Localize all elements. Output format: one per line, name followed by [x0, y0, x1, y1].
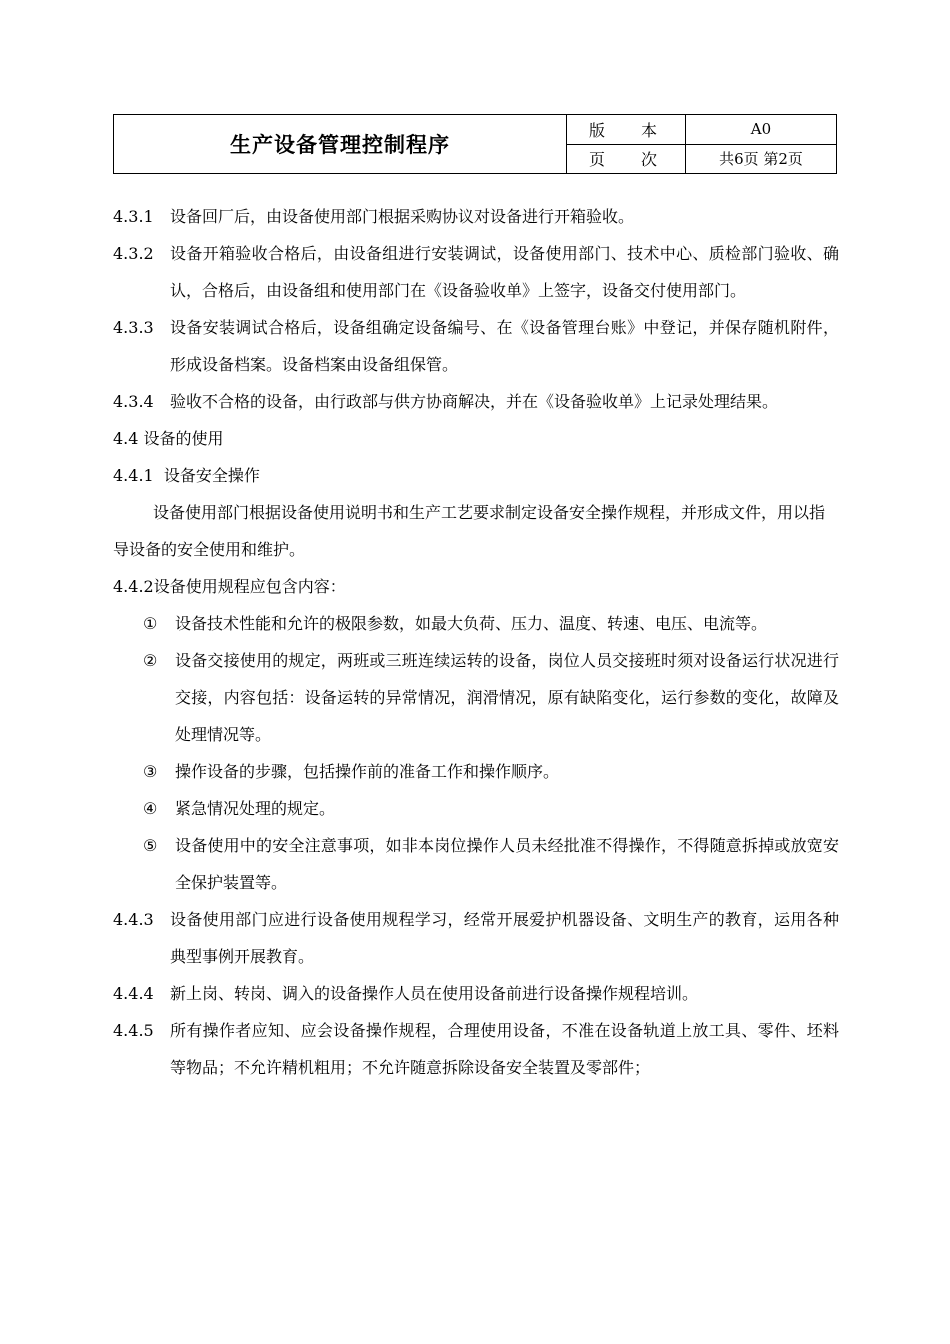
heading-4-4-1: 4.4.1 设备安全操作 [113, 466, 260, 485]
section-number: 4.3.3 [113, 318, 154, 337]
version-label-a: 版 [589, 120, 606, 140]
list-text: 操作设备的步骤，包括操作前的准备工作和操作顺序。 [175, 762, 560, 781]
heading-4-4-2: 4.4.2设备使用规程应包含内容： [113, 577, 346, 596]
section-number: 4.4.4 [113, 984, 154, 1003]
list-marker: ⑤ [143, 836, 158, 855]
list-item [113, 790, 839, 827]
section-4-3-4 [113, 383, 839, 420]
list-marker: ④ [143, 799, 158, 818]
version-label [567, 115, 686, 145]
document-header-table [113, 114, 837, 174]
list-marker: ② [143, 651, 158, 670]
page-label [567, 144, 686, 174]
section-number: 4.3.4 [113, 392, 154, 411]
section-text: 设备使用部门应进行设备使用规程学习，经常开展爱护机器设备、文明生产的教育，运用各种典型事例开展教育。 [170, 910, 839, 966]
section-text: 设备安装调试合格后，设备组确定设备编号、在《设备管理台账》中登记，并保存随机附件，形成设备档案。设备档案由设备组保管。 [170, 318, 839, 374]
section-number: 4.3.1 [113, 207, 154, 226]
list-item [113, 605, 839, 642]
section-text: 验收不合格的设备，由行政部与供方协商解决，并在《设备验收单》上记录处理结果。 [170, 392, 779, 411]
document-body [113, 198, 839, 1086]
list-item [113, 827, 839, 901]
section-number: 4.4.5 [113, 1021, 154, 1040]
list-text: 设备技术性能和允许的极限参数，如最大负荷、压力、温度、转速、电压、电流等。 [175, 614, 768, 633]
heading-4-4: 4.4 设备的使用 [113, 429, 224, 448]
section-4-3-2 [113, 235, 839, 309]
section-text: 新上岗、转岗、调入的设备操作人员在使用设备前进行设备操作规程培训。 [170, 984, 699, 1003]
list-marker: ① [143, 614, 158, 633]
paragraph-4-4-1: 设备使用部门根据设备使用说明书和生产工艺要求制定设备安全操作规程，并形成文件，用以指导设备的安全使用和维护。 [113, 503, 826, 559]
version-label-b: 本 [640, 120, 657, 140]
section-text: 设备回厂后，由设备使用部门根据采购协议对设备进行开箱验收。 [170, 207, 635, 226]
section-number: 4.4.3 [113, 910, 154, 929]
page-label-a: 页 [589, 150, 606, 170]
page-value: 共6页 第2页 [686, 144, 837, 174]
list-item [113, 753, 839, 790]
section-text: 设备开箱验收合格后，由设备组进行安装调试，设备使用部门、技术中心、质检部门验收、确认，合格后，由设备组和使用部门在《设备验收单》上签字，设备交付使用部门。 [170, 244, 839, 300]
section-number: 4.3.2 [113, 244, 154, 263]
list-item [113, 642, 839, 753]
page-label-b: 次 [640, 150, 657, 170]
list-text: 紧急情况处理的规定。 [175, 799, 336, 818]
list-text: 设备使用中的安全注意事项，如非本岗位操作人员未经批准不得操作，不得随意拆掉或放宽安全保护装置等。 [175, 836, 839, 892]
section-4-4-5 [113, 1012, 839, 1086]
section-text: 所有操作者应知、应会设备操作规程，合理使用设备，不准在设备轨道上放工具、零件、坯料等物品；不允许精机粗用；不允许随意拆除设备安全装置及零部件； [170, 1021, 839, 1077]
list-marker: ③ [143, 762, 158, 781]
list-text: 设备交接使用的规定，两班或三班连续运转的设备，岗位人员交接班时须对设备运行状况进行交接，内容包括：设备运转的异常情况，润滑情况，原有缺陷变化，运行参数的变化，故障及处理情况等。 [175, 651, 839, 744]
document-title: 生产设备管理控制程序 [114, 115, 567, 174]
section-4-3-3 [113, 309, 839, 383]
section-4-4-4 [113, 975, 839, 1012]
section-4-4-3 [113, 901, 839, 975]
version-value: A0 [686, 115, 837, 145]
section-4-3-1 [113, 198, 839, 235]
